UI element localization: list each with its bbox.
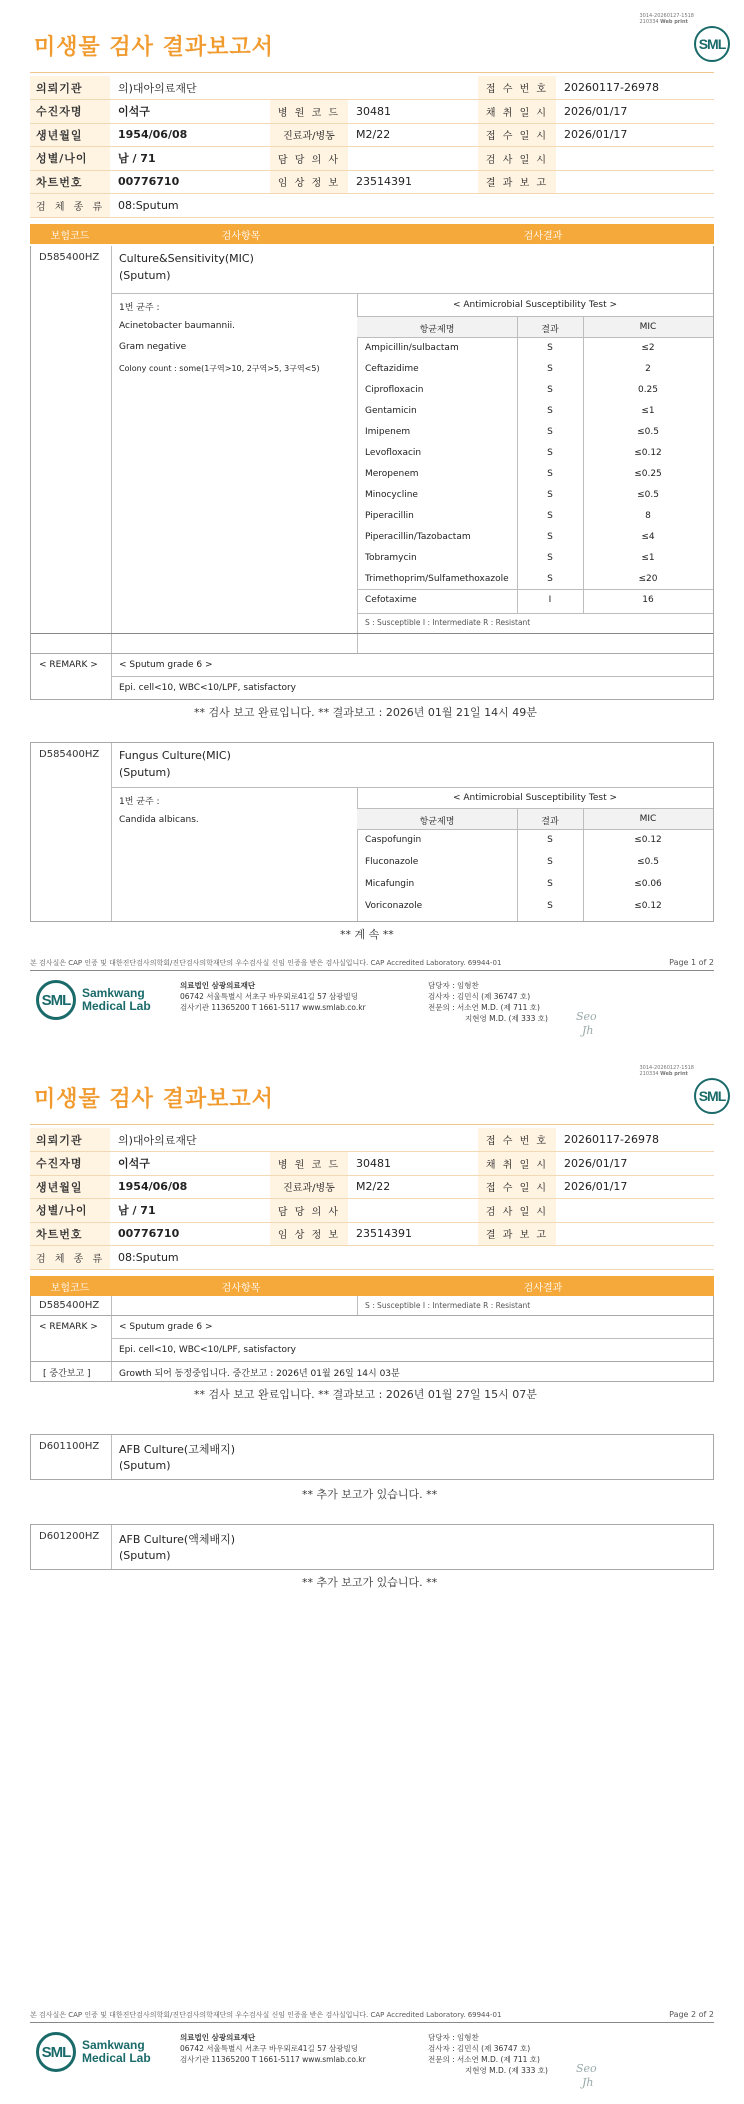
antibiotic-name: Piperacillin [365, 511, 414, 521]
value: 2026/01/17 [556, 123, 714, 147]
top-barcode-text: 3014-20260127-1518 210334 Web print [639, 13, 694, 25]
interim-label: [ 중간보고 ] [43, 1369, 91, 1379]
value: 의)대아의료재단 [110, 1128, 478, 1152]
page-title: 미생물 검사 결과보고서 [34, 35, 274, 60]
continued-note: ** 계 속 ** [340, 928, 394, 941]
mic-value: ≤1 [641, 406, 655, 416]
antibiotic-name: Piperacillin/Tazobactam [365, 532, 471, 542]
antibiotic-name: Levofloxacin [365, 448, 422, 458]
susceptibility-result: S [547, 879, 553, 889]
sml-logo-icon: SML [694, 26, 730, 62]
mic-value: 0.25 [637, 385, 659, 395]
antibiotic-name: Tobramycin [365, 553, 417, 563]
afb-liquid-block [30, 1524, 714, 1570]
col-item: 검사항목 [221, 1282, 261, 1294]
label: 의뢰기관 [30, 1128, 110, 1152]
mic-value: ≤0.5 [637, 490, 659, 500]
ast-title: < Antimicrobial Susceptibility Test > [453, 300, 617, 310]
remark-grade: < Sputum grade 6 > [119, 660, 213, 670]
susceptibility-result: S [547, 574, 553, 584]
label: 병 원 코 드 [270, 1152, 348, 1176]
test-specimen: (Sputum) [119, 1459, 171, 1472]
lab-address: 의료법인 삼광의료재단 06742 서울특별시 서초구 바우뫼로41길 57 삼광빌딩 검사기관 11365200 T 1661-5117 www.smlab.co.kr [180, 2033, 366, 2064]
divider [30, 1124, 714, 1125]
fungus-block [30, 742, 714, 922]
label: 수진자명 [30, 100, 110, 124]
value: 08:Sputum [110, 1246, 714, 1270]
susceptibility-result: S [547, 901, 553, 911]
label: 채 취 일 시 [478, 100, 556, 124]
lab-name: Samkwang [82, 986, 145, 1000]
value: 23514391 [348, 1222, 478, 1246]
lab-logo [36, 980, 151, 1020]
susceptibility-result: S [547, 532, 553, 542]
col-item: 검사항목 [221, 230, 261, 242]
mic-value: ≤1 [641, 553, 655, 563]
mic-value: ≤0.12 [634, 901, 662, 911]
label: 접 수 일 시 [478, 1175, 556, 1199]
col-mic: MIC [639, 814, 657, 824]
label: 진료과/병동 [270, 1175, 348, 1199]
antibiotic-name: Minocycline [365, 490, 418, 500]
interim-note: Growth 되어 동정중입니다. 중간보고 : 2026년 01월 26일 14시 03분 [119, 1369, 400, 1379]
additional-report-note: ** 추가 보고가 있습니다. ** [302, 1576, 438, 1589]
label: 검 사 일 시 [478, 1199, 556, 1223]
page-number: Page 1 of 2 [669, 958, 714, 967]
value: 남 / 71 [110, 1199, 270, 1223]
mic-value: ≤0.25 [634, 469, 662, 479]
susceptibility-result: S [547, 427, 553, 437]
remark-block [30, 1316, 714, 1362]
sml-logo-icon: SML [36, 2032, 76, 2072]
label: 담 당 의 사 [270, 1199, 348, 1223]
test-specimen: (Sputum) [119, 766, 171, 779]
value: M2/22 [348, 123, 478, 147]
remark-detail: Epi. cell<10, WBC<10/LPF, satisfactory [119, 683, 297, 693]
signature-mark: Jh [582, 2076, 594, 2089]
cap-certification: 본 검사실은 CAP 인증 및 대한진단검사의학회/진단검사의학재단의 우수검사실 신임 인증을 받은 검사실입니다. CAP Accredited Laboratory. 69944-01 [30, 959, 502, 967]
label: 담 당 의 사 [270, 147, 348, 171]
mic-value: ≤0.12 [634, 448, 662, 458]
test-name: AFB Culture(액체배지) [119, 1533, 236, 1546]
antibiotic-name: Ceftazidime [365, 364, 419, 374]
col-drug: 항균제명 [419, 325, 455, 335]
afb-solid-block [30, 1434, 714, 1480]
value: 1954/06/08 [110, 123, 270, 147]
susceptibility-result: S [547, 490, 553, 500]
mic-value: ≤2 [641, 343, 655, 353]
column-header [30, 1276, 714, 1296]
test-code: D585400HZ [39, 252, 100, 263]
value: 2026/01/17 [556, 1175, 714, 1199]
antibiotic-name: Imipenem [365, 427, 411, 437]
value: 1954/06/08 [110, 1175, 270, 1199]
mic-value: ≤0.06 [634, 879, 662, 889]
value: 00776710 [110, 170, 270, 194]
continued-culture-row [30, 1296, 714, 1316]
antibiotic-name: Fluconazole [365, 857, 419, 867]
signature-mark: Seo [576, 1010, 597, 1023]
organism-label: 1번 균주 : [119, 797, 160, 807]
mic-value: 8 [645, 511, 651, 521]
value: 이석구 [110, 100, 270, 124]
report-complete-note: ** 검사 보고 완료입니다. ** 결과보고 : 2026년 01월 27일 15시 07분 [194, 1388, 537, 1401]
test-name: Culture&Sensitivity(MIC) [119, 252, 254, 265]
column-header [30, 224, 714, 244]
value [556, 1222, 714, 1246]
report-complete-note: ** 검사 보고 완료입니다. ** 결과보고 : 2026년 01월 21일 14시 49분 [194, 706, 537, 719]
label: 생년월일 [30, 1175, 110, 1199]
label: 차트번호 [30, 1222, 110, 1246]
mic-value: ≤0.5 [637, 857, 659, 867]
test-specimen: (Sputum) [119, 1549, 171, 1562]
value: 20260117-26978 [556, 76, 714, 100]
label: 접 수 번 호 [478, 1128, 556, 1152]
value [348, 147, 478, 171]
label: 임 상 정 보 [270, 1222, 348, 1246]
label: 결 과 보 고 [478, 1222, 556, 1246]
sml-logo-icon: SML [694, 1078, 730, 1114]
remark-grade: < Sputum grade 6 > [119, 1322, 213, 1332]
value: 20260117-26978 [556, 1128, 714, 1152]
remark-label: < REMARK > [39, 1322, 98, 1332]
test-code: D585400HZ [39, 749, 100, 760]
susceptibility-result: S [547, 448, 553, 458]
mic-value: ≤0.5 [637, 427, 659, 437]
col-code: 보험코드 [50, 230, 90, 242]
mic-value: 2 [645, 364, 651, 374]
col-result: 검사결과 [523, 230, 563, 242]
susceptibility-result: S [547, 406, 553, 416]
value: 2026/01/17 [556, 1152, 714, 1176]
label: 병 원 코 드 [270, 100, 348, 124]
lab-address: 의료법인 삼광의료재단 06742 서울특별시 서초구 바우뫼로41길 57 삼광빌딩 검사기관 11365200 T 1661-5117 www.smlab.co.kr [180, 981, 366, 1012]
test-specimen: (Sputum) [119, 269, 171, 282]
value: 2026/01/17 [556, 100, 714, 124]
antibiotic-name: Gentamicin [365, 406, 417, 416]
antibiotic-name: Ciprofloxacin [365, 385, 424, 395]
label: 의뢰기관 [30, 76, 110, 100]
value: M2/22 [348, 1175, 478, 1199]
page-number: Page 2 of 2 [669, 2010, 714, 2019]
ast-title: < Antimicrobial Susceptibility Test > [453, 793, 617, 803]
value: 의)대아의료재단 [110, 76, 478, 100]
label: 수진자명 [30, 1152, 110, 1176]
culture-block [30, 246, 714, 654]
antibiotic-name: Caspofungin [365, 835, 422, 845]
lab-name: Samkwang [82, 2038, 145, 2052]
susceptibility-result: I [548, 595, 552, 605]
label: 검 체 종 류 [30, 1246, 110, 1270]
label: 검 체 종 류 [30, 194, 110, 218]
value: 30481 [348, 100, 478, 124]
test-code: D601200HZ [39, 1531, 100, 1542]
label: 성별/나이 [30, 1199, 110, 1223]
susceptibility-result: S [547, 364, 553, 374]
label: 진료과/병동 [270, 123, 348, 147]
gram-stain: Gram negative [119, 342, 187, 352]
divider [30, 72, 714, 73]
mic-value: 16 [642, 595, 654, 605]
divider [30, 2022, 714, 2023]
value [348, 1199, 478, 1223]
susceptibility-legend: S : Susceptible I : Intermediate R : Resistant [365, 1301, 531, 1310]
antibiotic-name: Ampicillin/sulbactam [365, 343, 459, 353]
remark-block [30, 654, 714, 700]
col-ast-result: 결과 [541, 325, 559, 335]
lab-staff: 담당자 : 임형찬 검사자 : 김민식 (제 36747 호) 전문의 : 서소연 M.D. (제 711 호) 지현영 M.D. (제 333 호) [428, 981, 548, 1023]
susceptibility-result: S [547, 385, 553, 395]
value: 이석구 [110, 1152, 270, 1176]
col-drug: 항균제명 [419, 817, 455, 827]
lab-name: Medical Lab [82, 999, 151, 1013]
antibiotic-name: Micafungin [365, 879, 415, 889]
label: 접 수 일 시 [478, 123, 556, 147]
antibiotic-name: Voriconazole [365, 901, 423, 911]
sml-logo-icon: SML [36, 980, 76, 1020]
value [556, 170, 714, 194]
cap-certification: 본 검사실은 CAP 인증 및 대한진단검사의학회/진단검사의학재단의 우수검사실 신임 인증을 받은 검사실입니다. CAP Accredited Laboratory. 69944-01 [30, 2011, 502, 2019]
interim-report-row [30, 1362, 714, 1382]
susceptibility-result: S [547, 857, 553, 867]
label: 접 수 번 호 [478, 76, 556, 100]
test-code: D585400HZ [39, 1300, 100, 1311]
lab-logo [36, 2032, 151, 2072]
patient-info-table [30, 1128, 714, 1270]
lab-name: Medical Lab [82, 2051, 151, 2065]
col-result: 검사결과 [523, 1282, 563, 1294]
organism-label: 1번 균주 : [119, 303, 160, 313]
susceptibility-result: S [547, 343, 553, 353]
susceptibility-result: S [547, 469, 553, 479]
mic-value: ≤4 [641, 532, 655, 542]
col-ast-result: 결과 [541, 817, 559, 827]
col-code: 보험코드 [50, 1282, 90, 1294]
top-barcode-text: 3014-20260127-1518 210334 Web print [639, 1065, 694, 1077]
mic-value: ≤20 [638, 574, 658, 584]
antibiotic-name: Trimethoprim/Sulfamethoxazole [365, 574, 509, 584]
label: 채 취 일 시 [478, 1152, 556, 1176]
colony-count: Colony count : some(1구역>10, 2구역>5, 3구역<5) [119, 364, 320, 373]
test-name: AFB Culture(고체배지) [119, 1443, 236, 1456]
test-name: Fungus Culture(MIC) [119, 749, 231, 762]
organism-name: Acinetobacter baumannii. [119, 321, 236, 331]
antibiotic-name: Meropenem [365, 469, 419, 479]
value: 30481 [348, 1152, 478, 1176]
label: 임 상 정 보 [270, 170, 348, 194]
signature-mark: Seo [576, 2062, 597, 2075]
label: 생년월일 [30, 123, 110, 147]
value [556, 1199, 714, 1223]
susceptibility-result: S [547, 835, 553, 845]
value: 남 / 71 [110, 147, 270, 171]
value: 23514391 [348, 170, 478, 194]
value [556, 147, 714, 171]
value: 00776710 [110, 1222, 270, 1246]
susceptibility-result: S [547, 511, 553, 521]
test-code: D601100HZ [39, 1441, 100, 1452]
organism-name: Candida albicans. [119, 815, 199, 825]
susceptibility-result: S [547, 553, 553, 563]
page-title: 미생물 검사 결과보고서 [34, 1087, 274, 1112]
divider [30, 970, 714, 971]
susceptibility-legend: S : Susceptible I : Intermediate R : Resistant [365, 618, 531, 627]
label: 검 사 일 시 [478, 147, 556, 171]
label: 결 과 보 고 [478, 170, 556, 194]
antibiotic-name: Cefotaxime [365, 595, 417, 605]
lab-staff: 담당자 : 임형찬 검사자 : 김민식 (제 36747 호) 전문의 : 서소연 M.D. (제 711 호) 지현영 M.D. (제 333 호) [428, 2033, 548, 2075]
col-mic: MIC [639, 322, 657, 332]
label: 차트번호 [30, 170, 110, 194]
label: 성별/나이 [30, 147, 110, 171]
value: 08:Sputum [110, 194, 714, 218]
signature-mark: Jh [582, 1024, 594, 1037]
mic-value: ≤0.12 [634, 835, 662, 845]
remark-label: < REMARK > [39, 660, 98, 670]
patient-info-table [30, 76, 714, 218]
remark-detail: Epi. cell<10, WBC<10/LPF, satisfactory [119, 1345, 297, 1355]
additional-report-note: ** 추가 보고가 있습니다. ** [302, 1488, 438, 1501]
